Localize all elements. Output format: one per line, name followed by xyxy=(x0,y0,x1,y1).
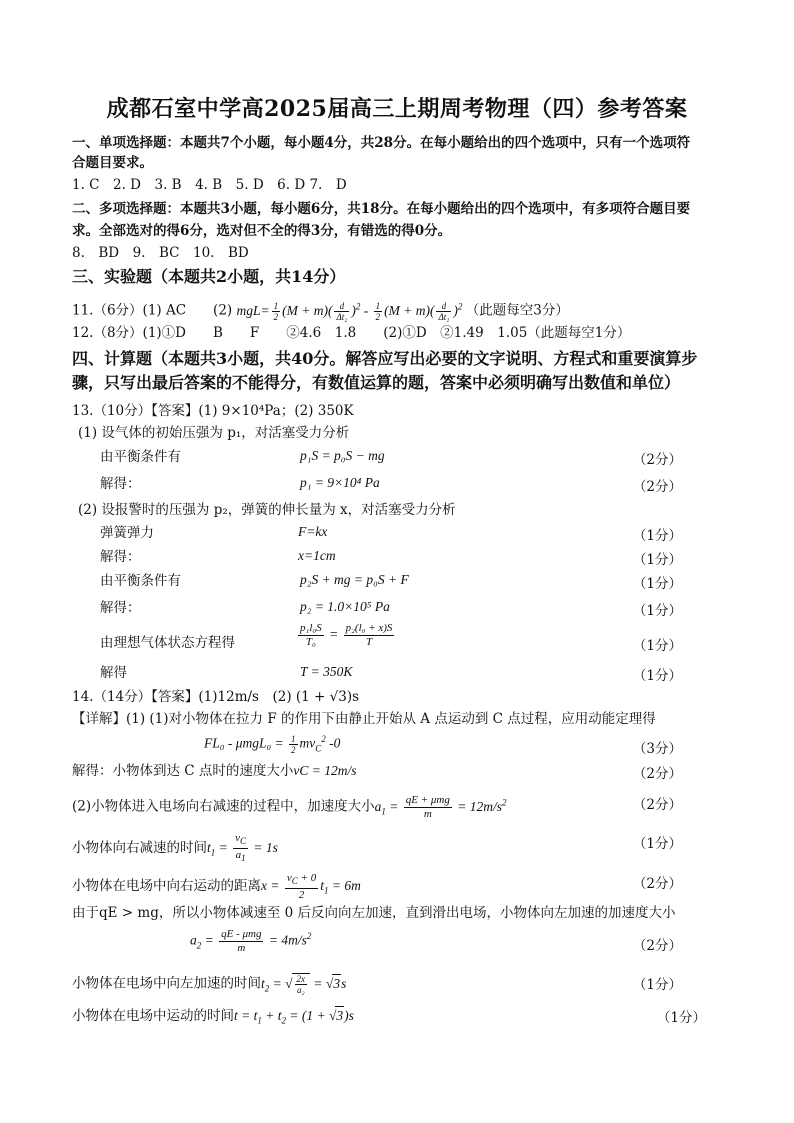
q14-a2-equation: $a_2$ = $\frac{\text{qE - μmg}}{m}$ = $4m/s^2$ xyxy=(190,928,312,954)
q13-row-equation: x=1cm xyxy=(298,548,336,563)
q13-row-equation: p₁ = 9×10⁴ Pa xyxy=(300,475,380,490)
page-title: 成都石室中学高2025届高三上期周考物理（四）参考答案 xyxy=(106,96,688,122)
q14-x-text: 小物体在电场中向右运动的距离 xyxy=(72,878,261,895)
section1-heading-line2: 合题目要求。 xyxy=(72,155,153,171)
q14-qe-line: 由于qE > mg，所以小物体减速至 0 后反向向左加速，直到滑出电场，小物体向左加速的加速度大小 xyxy=(72,905,676,921)
q14-vc-eq: vC = 12m/s xyxy=(293,763,357,778)
q14-a1-text: (2)小物体进入电场向右减速的过程中，加速度大小 xyxy=(72,798,375,815)
q11-answer xyxy=(72,297,569,322)
q14-t-line: 小物体在电场中运动的时间$t = t_1 + t_2 = (1 + √3)s$ xyxy=(72,1008,354,1026)
q13-ideal-gas-equation: $\frac{\text{p₁l₀S}}{\text{T₀}}$ = $\frac{\text{p₂(l₀ + x)S}}{T}$ xyxy=(300,622,393,648)
q13-row-label: 解得： xyxy=(100,549,141,565)
q13-row-points: （1分） xyxy=(632,668,682,684)
q14-points: （2分） xyxy=(632,876,682,892)
q13-part2-intro: (2) 设报警时的压强为 p₂，弹簧的伸长量为 x，对活塞受力分析 xyxy=(78,502,456,518)
q14-a1-line: (2)小物体进入电场向右减速的过程中，加速度大小$a_1$ = $\frac{\text{qE + μmg}}{m}$ = $12m/s^2$ xyxy=(72,793,507,820)
q14-t1-line: 小物体向右减速的时间$t_1$ = $\frac{v_C}{a_1}$ = 1s xyxy=(72,832,278,864)
section1-answers: 1. C 2. D 3. B 4. B 5. D 6. D 7. D xyxy=(72,177,347,193)
q13-part1-intro: (1) 设气体的初始压强为 p₁，对活塞受力分析 xyxy=(78,425,350,441)
q14-detail: 【详解】(1) (1)对小物体在拉力 F 的作用下由静止开始从 A 点运动到 C 点过程，应用动能定理得 xyxy=(72,711,656,727)
q13-row-points: （1分） xyxy=(632,638,682,654)
q13-row-equation: p₁S = p₀S − mg xyxy=(300,448,385,463)
q13-row-points: （1分） xyxy=(632,552,682,568)
q11-prefix: 11.（6分）(1) AC (2) xyxy=(72,302,233,319)
q13-row-equation: p₂ = 1.0×10⁵ Pa xyxy=(300,599,390,614)
q13-row-label: 解得： xyxy=(100,600,141,616)
q13-row-label: 弹簧弹力 xyxy=(100,525,154,541)
q14-x-line: 小物体在电场中向右运动的距离x = $\frac{v_C + 0}{2}$ $t_1 = 6m$ xyxy=(72,872,361,902)
q13-row-points: （2分） xyxy=(632,452,682,468)
section4-heading-line1: 四、计算题（本题共3小题，共40分。解答应写出必要的文字说明、方程式和重要演算步 xyxy=(72,349,698,368)
q13-row-label: 由平衡条件有 xyxy=(100,573,181,589)
q14-t2-text: 小物体在电场中向左加速的时间 xyxy=(72,975,261,992)
section2-heading-line2: 求。全部选对的得6分，选对但不全的得3分，有错选的得0分。 xyxy=(72,223,452,239)
q14-points: （1分） xyxy=(632,977,682,993)
q14-points: （2分） xyxy=(632,797,682,813)
q13-row-points: （2分） xyxy=(632,479,682,495)
q13-row-equation: F=kx xyxy=(298,524,328,539)
q14-t1-text: 小物体向右减速的时间 xyxy=(72,839,207,856)
q11-formula: mgL= $\frac{1}{2}$ (M + m)( $\frac{d}{\text{Δt₂}}$ )$^2$ - $\frac{1}{2}$ (M + m)( $\frac{d}{\text{Δt₁}}$ )$^2$ xyxy=(236,300,463,322)
q11-suffix: （此题每空3分） xyxy=(465,302,569,319)
q14-t2-line: 小物体在电场中向左加速的时间$t_2$ = √ $\frac{2x}{\text{a₂}}$ = √3s xyxy=(72,974,347,995)
q13-heading: 13.（10分）【答案】(1) 9×10⁴Pa；(2) 350K xyxy=(72,403,354,419)
section1-heading-line1: 一、单项选择题：本题共7个小题，每小题4分，共28分。在每小题给出的四个选项中，只有一个选项符 xyxy=(72,135,691,151)
q14-points: （2分） xyxy=(632,766,682,782)
q14-heading: 14.（14分）【答案】(1)12m/s (2) (1 + √3)s xyxy=(72,689,360,705)
q14-points: （1分） xyxy=(632,836,682,852)
section4-heading-line2: 骤，只写出最后答案的不能得分，有数值运算的题，答案中必须明确写出数值和单位） xyxy=(72,373,681,392)
section2-heading-line1: 二、多项选择题：本题共3小题，每小题6分，共18分。在每小题给出的四个选项中，有多项符合题目要 xyxy=(72,201,691,217)
q13-row-equation: T = 350K xyxy=(300,664,353,679)
q14-points: （2分） xyxy=(632,938,682,954)
q13-row-points: （1分） xyxy=(632,576,682,592)
q14-vc-line xyxy=(72,762,357,780)
q13-row-label: 由平衡条件有 xyxy=(100,449,181,465)
q13-row-points: （1分） xyxy=(632,603,682,619)
q14-t-text: 小物体在电场中运动的时间 xyxy=(72,1008,234,1024)
q14-points: （1分） xyxy=(656,1010,706,1026)
q13-row-label: 由理想气体状态方程得 xyxy=(100,635,235,651)
section2-answers: 8. BD 9. BC 10. BD xyxy=(72,245,249,261)
q13-row-label: 解得 xyxy=(100,665,127,681)
q13-row-points: （1分） xyxy=(632,528,682,544)
q13-row-equation: p₂S + mg = p₀S + F xyxy=(300,572,409,587)
section3-heading: 三、实验题（本题共2小题，共14分） xyxy=(72,267,346,286)
q13-row-label: 解得： xyxy=(100,476,141,492)
q14-vc-text: 解得：小物体到达 C 点时的速度大小 xyxy=(72,763,294,779)
q14-points: （3分） xyxy=(632,741,682,757)
q14-energy-equation: FL₀ - μmgL₀ = $\frac{1}{2}$ $mv_C^2$ -0 xyxy=(204,734,341,755)
q12-answer: 12.（8分）(1)①D B F ②4.6 1.8 (2)①D ②1.49 1.05（此题每空1分） xyxy=(72,325,631,341)
